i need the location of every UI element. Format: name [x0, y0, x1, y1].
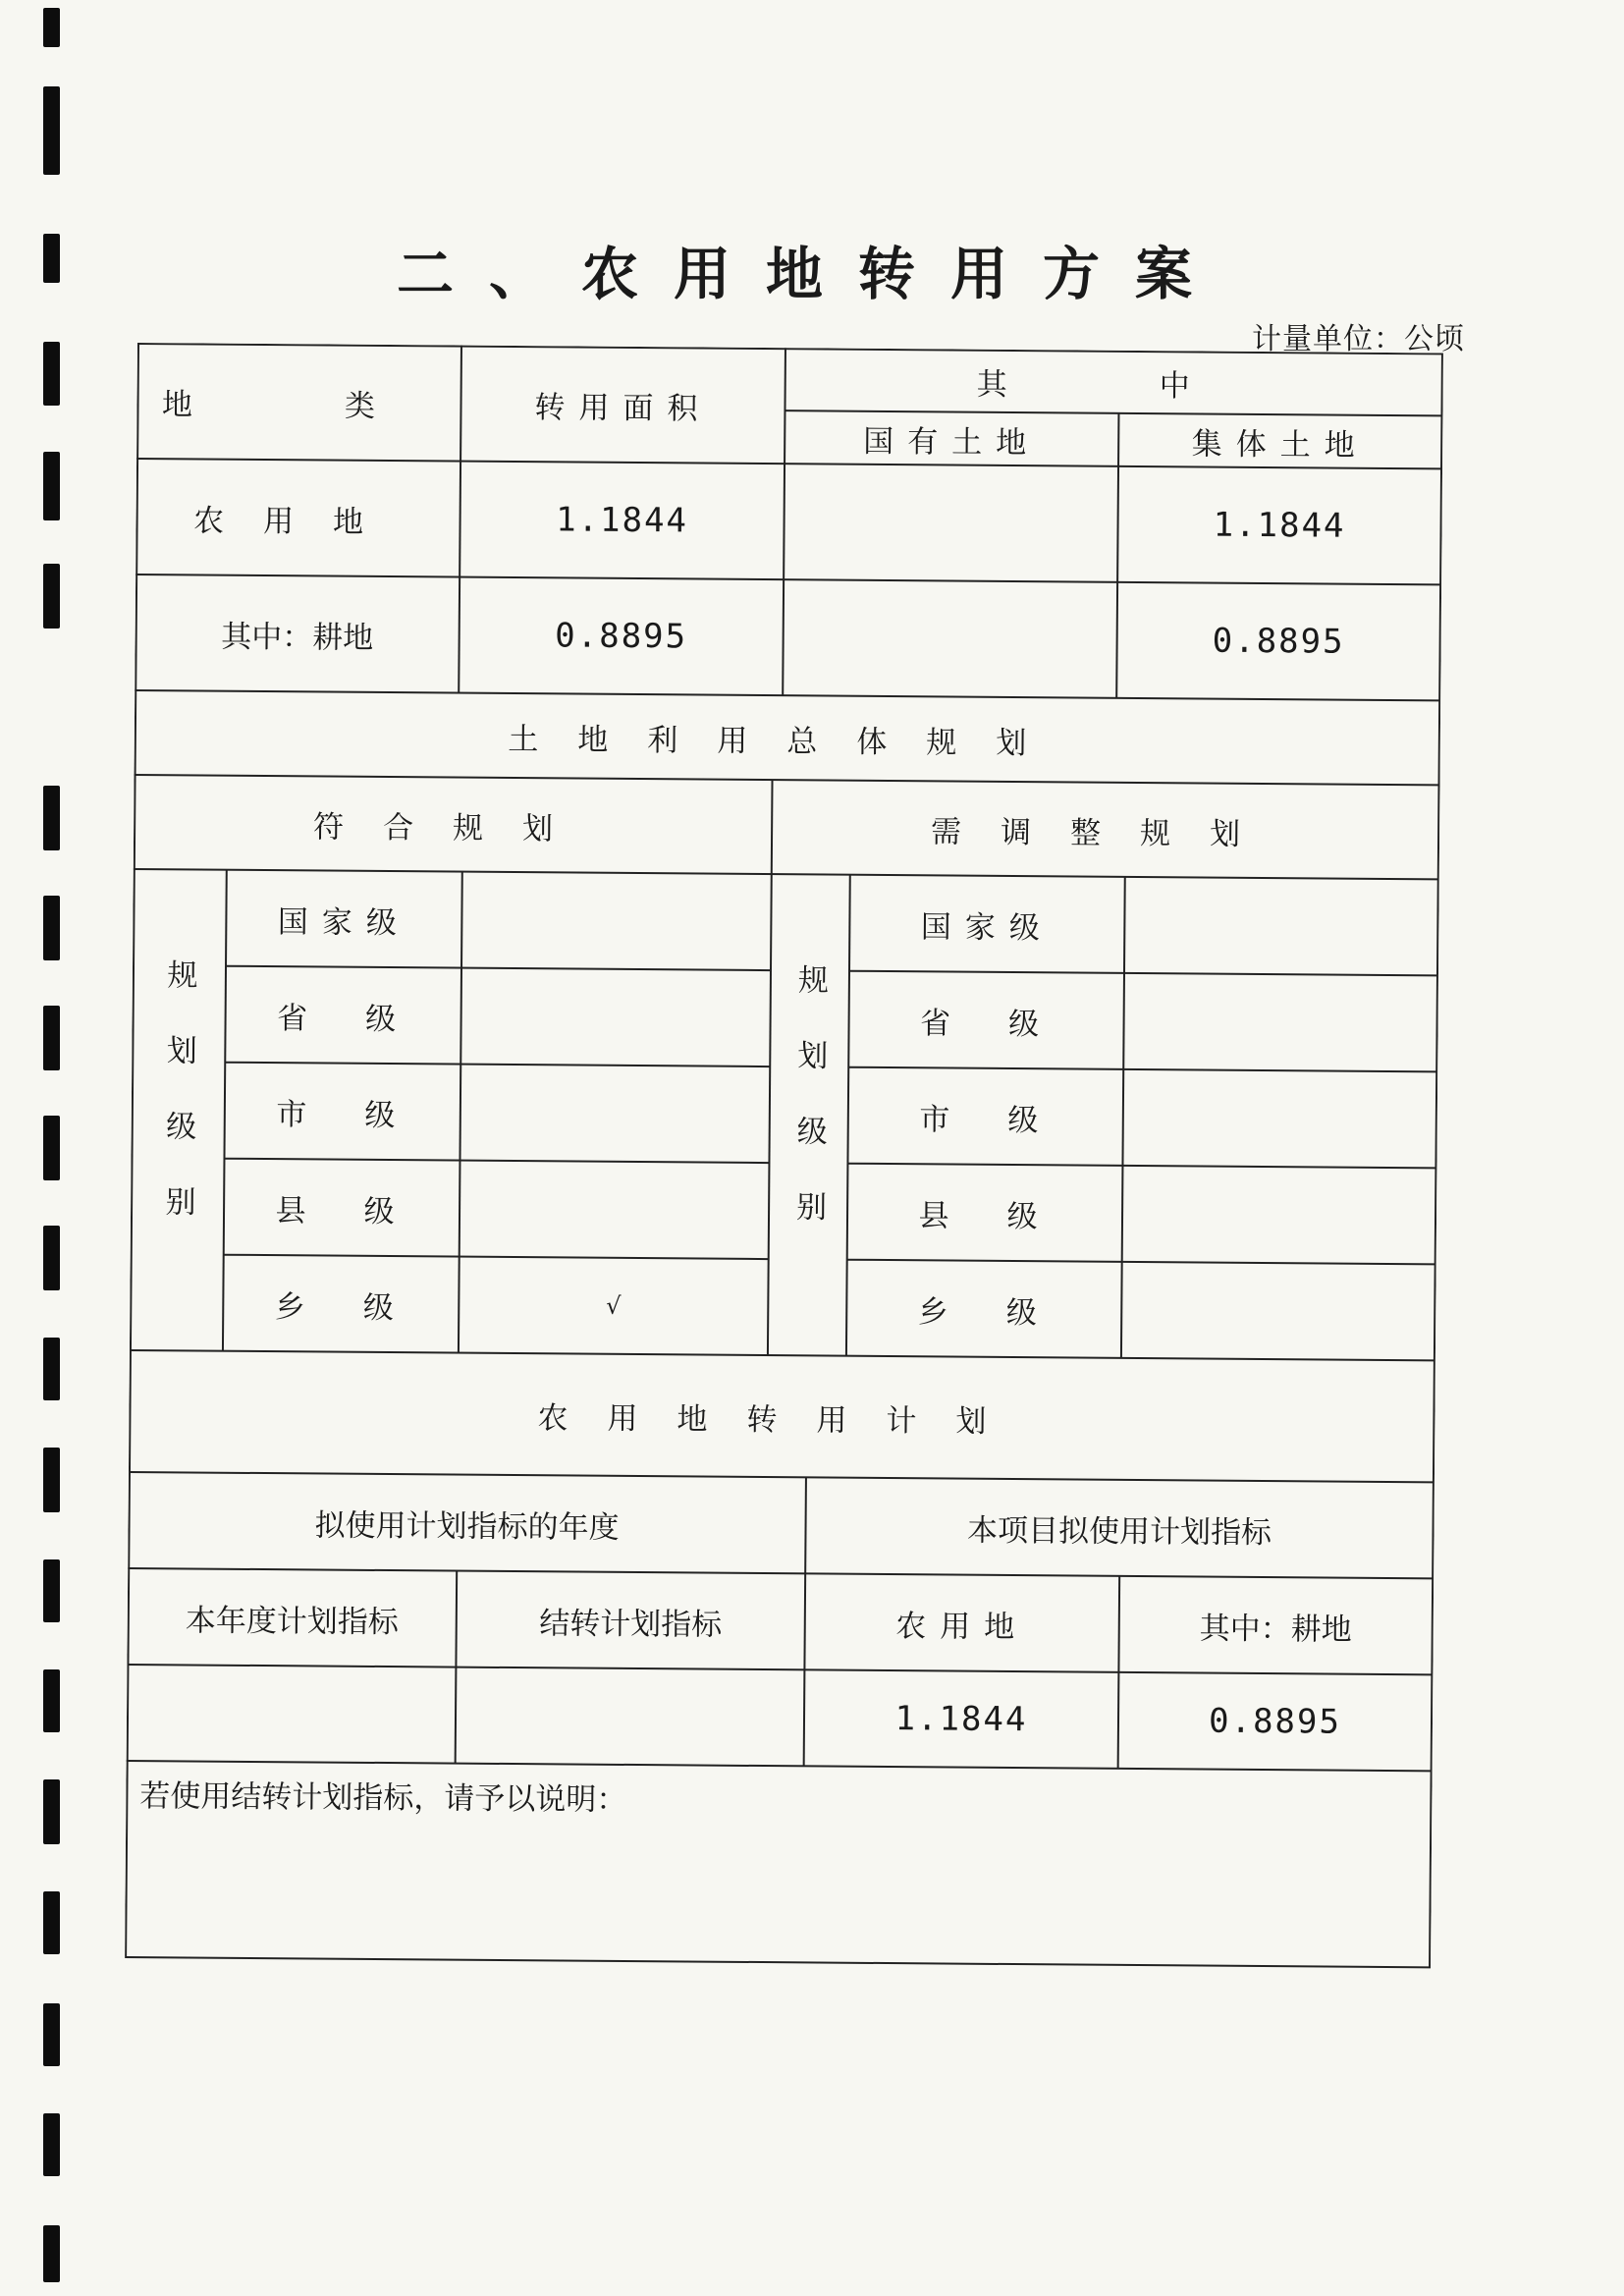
adjust-mark-city [1122, 1069, 1436, 1169]
adjust-level-provincial: 省 级 [919, 1005, 1054, 1042]
cultivated-indicator-value: 0.8895 [1208, 1701, 1342, 1742]
page-title: 二、农用地转用方案 [396, 241, 1227, 307]
farmland-indicator-header: 农用地 [895, 1608, 1029, 1645]
adjust-mark-county [1122, 1166, 1436, 1265]
adjust-level-national: 国家级 [920, 908, 1054, 946]
adjust-level-caption: 规划级别 [789, 963, 829, 1267]
conversion-plan-form [125, 343, 1443, 1969]
conform-mark-township: √ [606, 1291, 622, 1320]
carryover-explanation-note: 若使用结转计划指标，请予以说明： [139, 1778, 627, 1818]
row-farmland-collective: 1.1844 [1213, 505, 1346, 546]
converted-area-header: 转用面积 [534, 389, 712, 427]
row-farmland-area: 1.1844 [556, 500, 689, 541]
conform-level-caption: 规划级别 [159, 958, 197, 1262]
carryover-indicator-header: 结转计划指标 [539, 1605, 723, 1643]
conform-mark-city [460, 1065, 770, 1163]
adjust-mark-township [1121, 1262, 1435, 1361]
plan-year-header: 拟使用计划指标的年度 [314, 1506, 620, 1546]
adjust-level-township: 乡 级 [917, 1293, 1051, 1331]
measurement-unit: 计量单位：公顷 [1252, 322, 1465, 356]
conform-level-township: 乡 级 [274, 1288, 407, 1326]
adjust-level-city: 市 级 [919, 1101, 1053, 1138]
row-cultivated-area: 0.8895 [555, 616, 688, 657]
conform-level-provincial: 省 级 [276, 1000, 410, 1037]
cultivated-indicator-header: 其中：耕地 [1199, 1611, 1352, 1648]
current-year-indicator-value [127, 1665, 457, 1764]
conform-mark-provincial [460, 968, 771, 1066]
conform-level-city: 市 级 [276, 1096, 409, 1133]
conform-plan-header: 符合规划 [312, 808, 593, 847]
of-which-header: 其 中 [976, 366, 1251, 405]
adjust-mark-national [1124, 877, 1438, 976]
conform-mark-county [460, 1161, 770, 1259]
collective-land-header: 集体土地 [1191, 425, 1369, 464]
binding-holes [43, 0, 63, 2296]
adjust-mark-provincial [1123, 973, 1437, 1072]
farmland-indicator-value: 1.1844 [894, 1699, 1028, 1740]
row-cultivated-label: 其中：耕地 [221, 619, 374, 656]
conversion-plan-title: 农用地转用计划 [537, 1399, 1026, 1440]
conform-level-county: 县 级 [275, 1192, 408, 1230]
row-farmland-label: 农用地 [192, 502, 404, 540]
conform-level-national: 国家级 [277, 903, 411, 941]
row-cultivated-collective: 0.8895 [1212, 621, 1345, 662]
planning-section-title: 土地利用总体规划 [508, 721, 1066, 761]
land-type-header: 地 类 [161, 386, 437, 424]
adjust-level-county: 县 级 [918, 1197, 1052, 1234]
plan-indicator-header: 本项目拟使用计划指标 [966, 1512, 1272, 1551]
current-year-indicator-header: 本年度计划指标 [185, 1602, 399, 1640]
adjust-plan-header: 需调整规划 [930, 813, 1280, 852]
conform-mark-national [461, 872, 772, 970]
carryover-indicator-value [456, 1667, 805, 1767]
state-land-header: 国有土地 [863, 423, 1041, 461]
row-farmland-state [784, 464, 1118, 582]
row-cultivated-state [783, 579, 1117, 698]
